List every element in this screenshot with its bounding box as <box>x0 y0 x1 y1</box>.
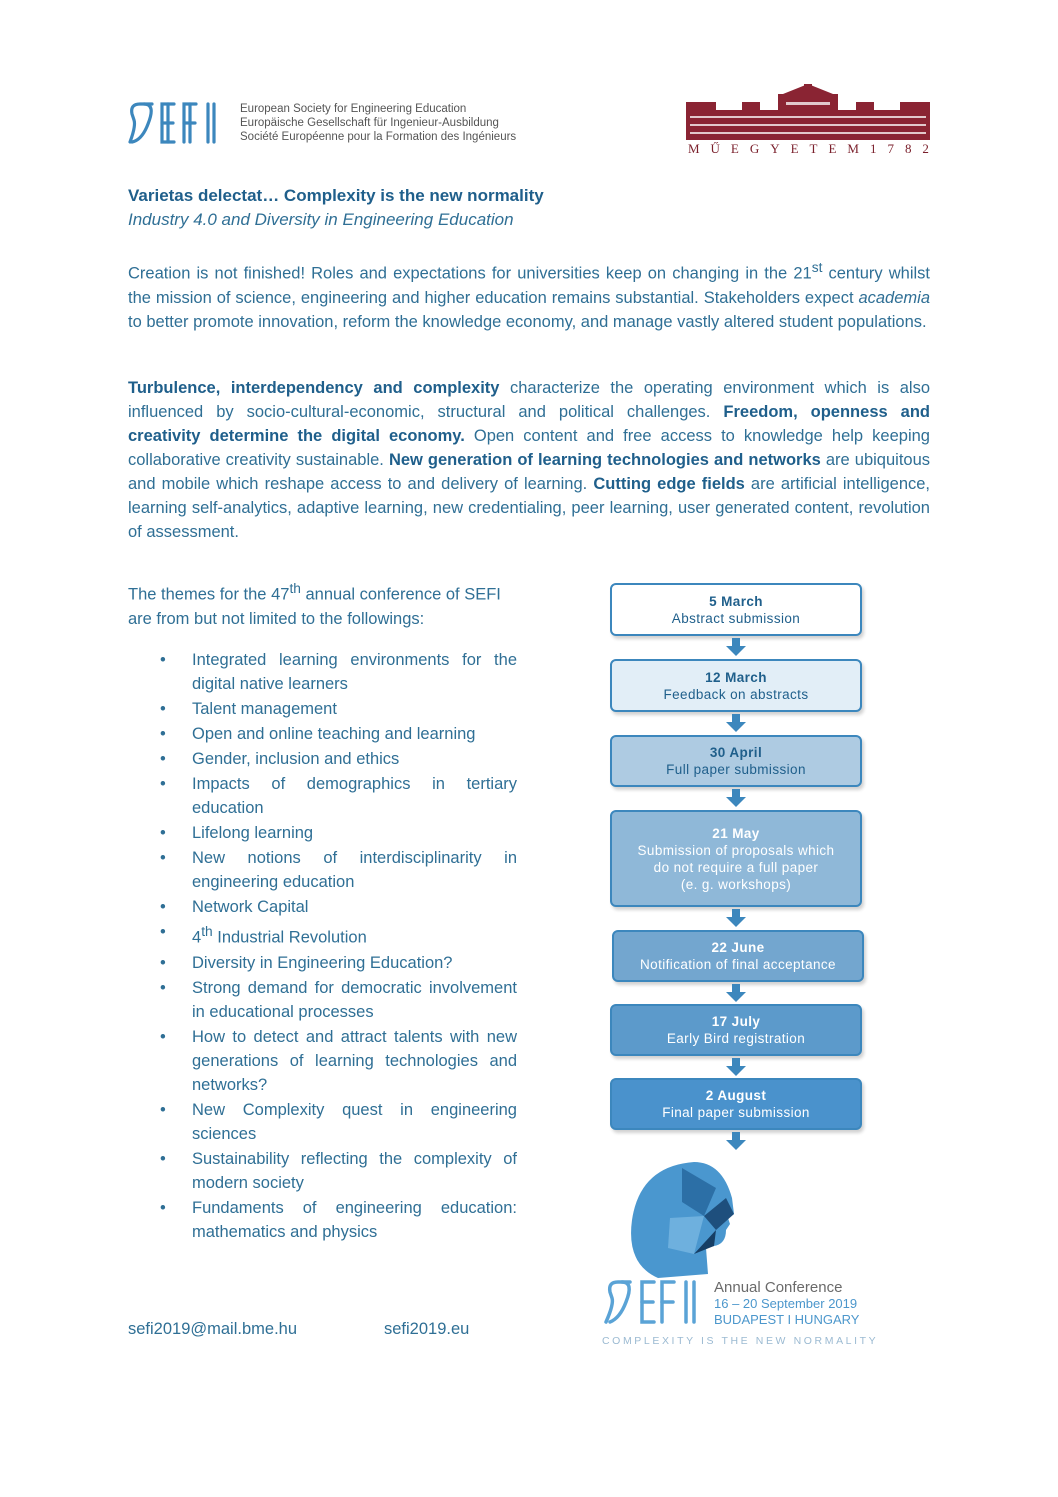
bullet-icon: • <box>160 700 166 718</box>
para2-text-3: are ubiquitous and mobile which reshape access to and delivery of learning. <box>128 451 931 493</box>
society-name-de: Europäische Gesellschaft für Ingenieur-Ausbildung <box>240 117 499 129</box>
bullet-icon: • <box>160 750 166 768</box>
list-item-text: Network Capital <box>192 898 309 916</box>
para2-text-1: characterize the operating environment which is also influenced by socio-cultural-economic, structural and political challenges. <box>128 379 930 421</box>
para2-bold-1: Turbulence, interdependency and complexity <box>128 379 500 397</box>
step-label: Submission of proposals which <box>637 842 835 858</box>
step-date: 2 August <box>705 1088 767 1103</box>
list-item-text: Lifelong learning <box>192 824 314 842</box>
bme-letter: 7 <box>887 141 895 156</box>
list-item <box>160 1196 517 1244</box>
list-item <box>160 697 517 721</box>
bme-letter: E <box>730 141 740 156</box>
bullet-icon: • <box>160 725 166 743</box>
bme-letter: G <box>749 141 761 156</box>
society-name-en: European Society for Engineering Education <box>240 103 467 115</box>
list-item-text: New notions of interdisciplinarity in engineering education <box>192 849 517 891</box>
para1-sup: st <box>811 260 823 275</box>
intro-paragraph <box>128 256 930 334</box>
list-item <box>160 951 517 975</box>
step-label: do not require a full paper <box>653 859 819 875</box>
conference-details <box>714 1280 859 1328</box>
document-title: Varietas delectat… Complexity is the new normality <box>128 186 544 205</box>
themes-intro-a: The themes for the 47 <box>128 585 290 604</box>
bullet-icon: • <box>160 898 166 916</box>
list-item-text: Gender, inclusion and ethics <box>192 750 400 768</box>
document-subtitle: Industry 4.0 and Diversity in Engineering Education <box>128 210 514 229</box>
list-item-text: Strong demand for democratic involvement in educational processes <box>192 978 517 1021</box>
timeline-step <box>610 1004 862 1056</box>
bullet-icon: • <box>160 923 166 941</box>
bullet-icon: • <box>160 1027 166 1046</box>
list-item <box>160 747 517 771</box>
list-item-text: Diversity in Engineering Education? <box>192 953 453 972</box>
conference-name: Annual Conference <box>714 1279 843 1296</box>
list-item <box>160 821 517 845</box>
step-label: (e. g. workshops) <box>680 876 792 892</box>
bme-letter: 2 <box>922 141 930 156</box>
para2-text-2: Open content and free access to knowledge help keeping collaborative creativity sustainable. <box>128 427 930 469</box>
list-item-text: Impacts of demographics in tertiary education <box>192 775 517 817</box>
para2-bold-2: Freedom, openness and creativity determine the digital economy. <box>128 403 930 445</box>
list-item <box>160 1098 517 1146</box>
themes-intro-b: annual conference of SEFI are from but not limited to the followings: <box>128 585 501 628</box>
bme-letter: E <box>790 141 800 156</box>
society-names <box>240 102 516 144</box>
list-item <box>160 846 517 894</box>
timeline-step <box>610 735 862 787</box>
step-label: Feedback on abstracts <box>663 686 809 702</box>
timeline-step <box>612 930 864 982</box>
bullet-icon: • <box>160 651 166 669</box>
para2-text-4: are artificial intelligence, learning self-analytics, adaptive learning, new credentialing, peer learning, user generated content, revolution of assessment. <box>128 475 931 541</box>
themes-intro-sup: th <box>289 581 301 596</box>
arrow-down-icon <box>726 909 746 927</box>
bme-letter: T <box>809 141 819 156</box>
para1-text-a: Creation is not finished! Roles and expectations for universities keep on changing in the 21 <box>128 264 812 283</box>
bullet-icon: • <box>160 775 166 793</box>
list-item <box>160 648 517 696</box>
bullet-icon: • <box>160 1198 166 1217</box>
conference-place: BUDAPEST I HUNGARY <box>714 1312 860 1327</box>
themes-list <box>160 648 517 1245</box>
bullet-icon: • <box>160 1149 166 1168</box>
bullet-icon: • <box>160 1100 166 1119</box>
timeline-step <box>610 1078 862 1130</box>
timeline-step <box>610 583 862 636</box>
arrow-down-icon <box>726 984 746 1002</box>
conference-tagline: COMPLEXITY IS THE NEW NORMALITY <box>602 1335 879 1347</box>
sefi-logo-icon <box>128 100 228 146</box>
list-item <box>160 1025 517 1097</box>
list-item <box>160 976 517 1024</box>
contact-email-link[interactable]: sefi2019@mail.bme.hu <box>128 1320 298 1338</box>
bme-letter: Y <box>770 141 781 156</box>
list-item-text: How to detect and attract talents with new generations of learning technologies and networks? <box>192 1027 517 1094</box>
society-name-fr: Société Européenne pour la Formation des Ingénieurs <box>240 131 517 143</box>
para2-bold-4: Cutting edge fields <box>593 475 745 493</box>
list-item-text: Sustainability reflecting the complexity of modern society <box>192 1149 517 1192</box>
list-item-num: 4 <box>192 928 202 947</box>
bme-letter: M <box>688 141 701 156</box>
step-date: 17 July <box>711 1014 761 1029</box>
list-item-sup: th <box>201 924 213 939</box>
sefi-logo <box>128 100 516 146</box>
list-item-text: New Complexity quest in engineering sciences <box>192 1100 517 1143</box>
step-label: Final paper submission <box>662 1105 810 1120</box>
bme-letter: M <box>847 141 860 156</box>
list-item <box>160 1147 517 1195</box>
list-item-text: Integrated learning environments for the digital native learners <box>192 651 517 693</box>
step-date: 5 March <box>709 593 763 609</box>
para1-text-b: century whilst the mission of science, engineering and higher education remains substantial. Stakeholders expect <box>128 264 930 307</box>
themes-intro <box>128 577 528 631</box>
list-item-text: Talent management <box>192 700 337 718</box>
website-link[interactable]: sefi2019.eu <box>384 1320 470 1338</box>
timeline-step <box>610 659 862 712</box>
arrow-down-icon <box>726 789 746 807</box>
para1-text-c: to better promote innovation, reform the knowledge economy, and manage vastly altered student populations. <box>128 312 927 331</box>
bme-letter: 8 <box>904 141 913 156</box>
context-paragraph <box>128 376 930 544</box>
bme-letter: Ű <box>710 141 721 156</box>
bullet-icon: • <box>160 849 166 867</box>
arrow-down-icon <box>726 638 746 656</box>
bme-letter: E <box>828 141 838 156</box>
list-item <box>160 920 517 950</box>
list-item <box>160 895 517 919</box>
bullet-icon: • <box>160 978 166 997</box>
list-item-text: Fundaments of engineering education: mathematics and physics <box>192 1198 517 1241</box>
step-label: Abstract submission <box>671 610 801 626</box>
list-item <box>160 772 517 820</box>
list-item-text: Open and online teaching and learning <box>192 725 476 743</box>
bullet-icon: • <box>160 824 166 842</box>
step-date: 22 June <box>711 940 765 955</box>
arrow-down-icon <box>726 714 746 732</box>
arrow-down-icon <box>726 1132 746 1150</box>
step-label: Full paper submission <box>666 762 806 777</box>
arrow-down-icon <box>726 1058 746 1076</box>
bme-letter: 1 <box>869 141 878 156</box>
para1-italic: academia <box>858 288 930 307</box>
timeline-step <box>610 810 862 907</box>
list-item-text: Industrial Revolution <box>212 928 367 947</box>
list-item <box>160 722 517 746</box>
bme-caption <box>688 141 930 157</box>
conference-dates: 16 – 20 September 2019 <box>714 1296 858 1311</box>
step-date: 21 May <box>712 825 760 841</box>
para2-bold-3: New generation of learning technologies and networks <box>388 451 821 469</box>
bullet-icon: • <box>160 953 166 972</box>
step-label: Notification of final acceptance <box>640 957 836 972</box>
step-date: 30 April <box>709 745 763 760</box>
step-date: 12 March <box>705 669 767 685</box>
step-label: Early Bird registration <box>666 1031 806 1046</box>
